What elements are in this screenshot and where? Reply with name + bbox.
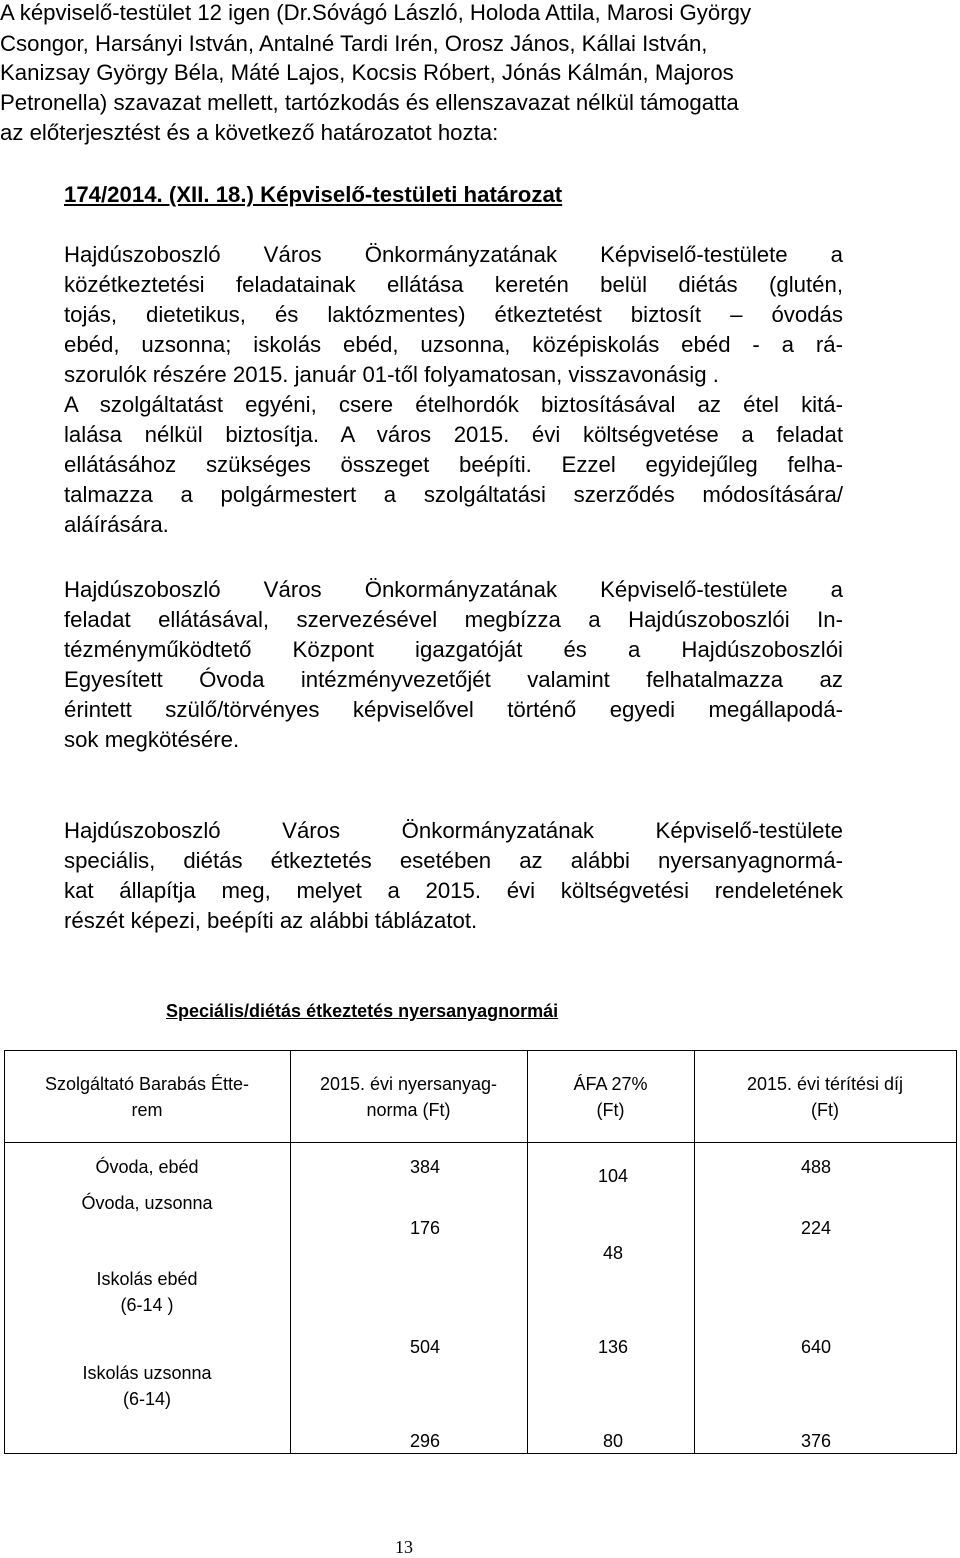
table-row-label: Óvoda, uzsonna	[81, 1193, 213, 1213]
paragraph-line: Hajdúszoboszló Város Önkormányzatának Képviselő-testülete a	[64, 577, 843, 602]
paragraph-line: tézményműködtető Központ igazgatóját és a Hajdúszoboszlói	[64, 637, 843, 662]
paragraph-line: tojás, dietetikus, és laktózmentes) étkeztetést biztosít – óvodás	[64, 302, 843, 327]
paragraph-line: részét képezi, beépíti az alábbi táblázatot.	[64, 908, 478, 933]
table-row-label: (6-14)	[122, 1389, 171, 1409]
header-line: norma (Ft)	[366, 1100, 451, 1120]
paragraph-line: szorulók részére 2015. január 01-től folyamatosan, visszavonásig .	[64, 362, 719, 387]
table-cell-dij: 224	[800, 1218, 832, 1238]
paragraph-line: ellátásához szükséges összeget beépíti. Ezzel egyidejűleg felha-	[64, 452, 843, 477]
intro-line: az előterjesztést és a következő határozatot hozta:	[0, 120, 499, 145]
table-cell-norma: 504	[409, 1337, 441, 1357]
intro-line: Petronella) szavazat mellett, tartózkodás és ellenszavazat nélkül támogatta	[0, 90, 739, 115]
paragraph-line: talmazza a polgármestert a szolgáltatási szerződés módosítására/	[64, 482, 843, 507]
table-row-label: Iskolás uzsonna	[82, 1363, 212, 1383]
paragraph-line: érintett szülő/törvényes képviselővel történő egyedi megállapodá-	[64, 697, 843, 722]
table-caption: Speciális/diétás étkeztetés nyersanyagnormái	[166, 1001, 559, 1021]
paragraph-line: Hajdúszoboszló Város Önkormányzatának Képviselő-testülete	[64, 818, 843, 843]
paragraph-line: speciális, diétás étkeztetés esetében az alábbi nyersanyagnormá-	[64, 848, 843, 873]
table-header-provider	[4, 1071, 290, 1123]
table-cell-dij: 376	[800, 1431, 832, 1451]
table-row-label: (6-14 )	[120, 1295, 174, 1315]
paragraph-line: közétkeztetési feladatainak ellátása keretén belül diétás (glutén,	[64, 272, 843, 297]
paragraph-line: A szolgáltatást egyéni, csere ételhordók biztosításával az étel kitá-	[64, 392, 843, 417]
header-line: ÁFA 27%	[573, 1074, 648, 1094]
page-number: 13	[395, 1537, 413, 1557]
header-line: (Ft)	[596, 1100, 625, 1120]
intro-line: Csongor, Harsányi István, Antalné Tardi Irén, Orosz János, Kállai István,	[0, 31, 708, 56]
table-cell-afa: 136	[597, 1337, 629, 1357]
table-cell-norma: 176	[409, 1218, 441, 1238]
paragraph-line: ebéd, uzsonna; iskolás ebéd, uzsonna, középiskolás ebéd - a rá-	[64, 332, 843, 357]
intro-line: A képviselő-testület 12 igen (Dr.Sóvágó László, Holoda Attila, Marosi György	[0, 0, 752, 25]
table-row-label: Óvoda, ebéd	[95, 1157, 199, 1177]
intro-line: Kanizsay György Béla, Máté Lajos, Kocsis Róbert, Jónás Kálmán, Majoros	[0, 60, 734, 85]
paragraph-line: kat állapítja meg, melyet a 2015. évi költségvetési rendeletének	[64, 878, 843, 903]
table-cell-afa: 80	[602, 1431, 624, 1451]
table-cell-dij: 488	[800, 1157, 832, 1177]
table-cell-afa: 104	[597, 1166, 629, 1186]
table-cell-norma: 384	[409, 1157, 441, 1177]
table-header-divider	[4, 1142, 957, 1143]
table-cell-dij: 640	[800, 1337, 832, 1357]
paragraph-line: lalása nélkül biztosítja. A város 2015. évi költségvetése a feladat	[64, 422, 843, 447]
table-cell-norma: 296	[409, 1431, 441, 1451]
resolution-title: 174/2014. (XII. 18.) Képviselő-testületi határozat	[64, 182, 563, 207]
table-header-norma	[290, 1071, 527, 1123]
header-line: 2015. évi térítési díj	[746, 1074, 904, 1094]
paragraph-line: feladat ellátásával, szervezésével megbízza a Hajdúszoboszlói In-	[64, 607, 843, 632]
table-row-label: Iskolás ebéd	[96, 1269, 198, 1289]
table-header-dij	[694, 1071, 956, 1123]
paragraph-line: sok megkötésére.	[64, 727, 240, 752]
header-line: Szolgáltató Barabás Étte-	[44, 1074, 250, 1094]
table-border-right	[956, 1050, 957, 1454]
header-line: 2015. évi nyersanyag-	[319, 1074, 498, 1094]
paragraph-line: aláírására.	[64, 512, 169, 537]
table-cell-afa: 48	[602, 1243, 624, 1263]
header-line: rem	[131, 1100, 163, 1120]
paragraph-line: Egyesített Óvoda intézményvezetőjét valamint felhatalmazza az	[64, 667, 843, 692]
table-border-top	[4, 1050, 957, 1051]
table-header-afa	[527, 1071, 694, 1123]
header-line: (Ft)	[811, 1100, 839, 1120]
paragraph-line: Hajdúszoboszló Város Önkormányzatának Képviselő-testülete a	[64, 242, 843, 267]
